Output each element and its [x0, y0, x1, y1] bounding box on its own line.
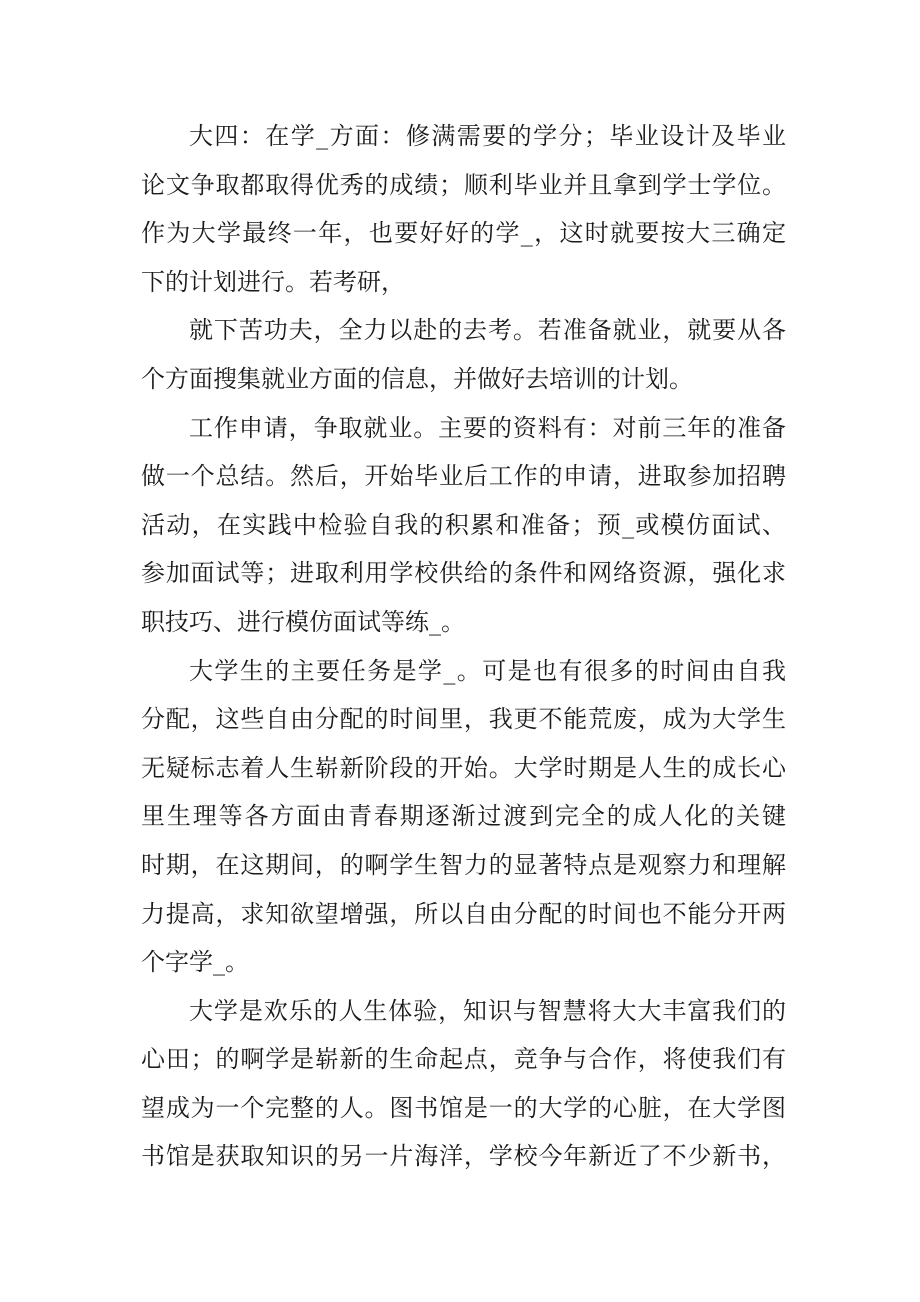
text-line: 工作申请，争取就业。主要的资料有：对前三年的准备: [189, 413, 786, 442]
text-line: 力提高，求知欲望增强，所以自由分配的时间也不能分开两: [141, 899, 786, 928]
text-line: 做一个总结。然后，开始毕业后工作的申请，进取参加招聘: [141, 462, 786, 491]
paragraph-3: [141, 404, 786, 647]
text-line: 望成为一个完整的人。图书馆是一的大学的心脏，在大学图: [141, 1093, 786, 1122]
text-line: 个字学_。: [141, 948, 249, 977]
text-line: 里生理等各方面由青春期逐渐过渡到完全的成人化的关键: [141, 802, 786, 831]
text-line: 活动，在实践中检验自我的积累和准备；预_或模仿面试、: [141, 510, 786, 539]
text-line: 作为大学最终一年，也要好好的学_，这时就要按大三确定: [141, 219, 786, 248]
text-line: 大四：在学_方面：修满需要的学分；毕业设计及毕业: [189, 122, 786, 150]
text-line: 职技巧、进行模仿面试等练_。: [141, 607, 465, 636]
text-line: 时期，在这期间，的啊学生智力的显著特点是观察力和理解: [141, 850, 786, 879]
text-line: 分配，这些自由分配的时间里，我更不能荒废，成为大学生: [141, 705, 786, 734]
text-line: 大学生的主要任务是学_。可是也有很多的时间由自我: [189, 656, 786, 685]
document-body: [141, 112, 786, 1181]
text-line: 论文争取都取得优秀的成绩；顺利毕业并且拿到学士学位。: [141, 170, 786, 199]
text-line: 下的计划进行。若考研，: [141, 267, 405, 296]
paragraph-2: [141, 306, 786, 403]
text-line: 无疑标志着人生崭新阶段的开始。大学时期是人生的成长心: [141, 753, 786, 782]
text-line: 心田；的啊学是崭新的生命起点，竞争与合作，将使我们有: [141, 1045, 786, 1074]
text-line: 就下苦功夫，全力以赴的去考。若准备就业，就要从各: [189, 316, 786, 345]
paragraph-5: [141, 987, 786, 1181]
text-line: 参加面试等；进取利用学校供给的条件和网络资源，强化求: [141, 559, 786, 588]
paragraph-1: [141, 112, 786, 306]
text-line: 大学是欢乐的人生体验，知识与智慧将大大丰富我们的: [189, 996, 786, 1025]
text-line: 个方面搜集就业方面的信息，并做好去培训的计划。: [141, 364, 693, 393]
text-line: 书馆是获取知识的另一片海洋，学校今年新近了不少新书，: [141, 1142, 786, 1171]
paragraph-4: [141, 647, 786, 987]
